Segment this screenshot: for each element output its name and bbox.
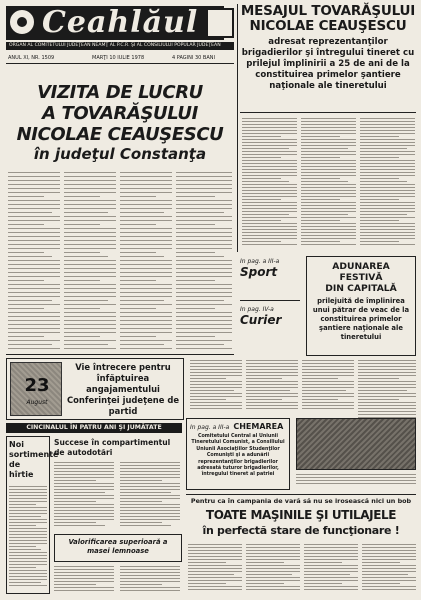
festive-subtitle: prilejuită de împlinirea unui pătrar de veac de la constituirea primelor şantiere naţionale ale tineretului	[312, 297, 410, 341]
festive-text-col1	[190, 360, 242, 412]
chemarea-title: CHEMAREA	[233, 422, 284, 431]
page-ref-curier[interactable]	[240, 306, 300, 327]
chemarea-text: Comitetului Central al Uniunii Tineretului Comunist, a Consiliului Uniunii Asociaţiilor Studenţilor Comunişti şi a adunării reprezentanţilor brigadierilor adresată tuturor brigadierilor, întregului tineret al patriei	[191, 434, 285, 478]
anniversary-badge	[10, 362, 62, 416]
photo-caption	[296, 474, 416, 488]
festive-text-col2	[246, 360, 298, 412]
message-text-col2	[301, 118, 356, 248]
festive-title-line2: DIN CAPITALĂ	[325, 283, 397, 294]
badge-text: August	[26, 399, 48, 406]
coat-of-arms-icon	[206, 8, 234, 38]
festive-text-col4	[358, 360, 416, 420]
brigade-photo	[296, 418, 416, 470]
success-title: Succese în compartimentul de autodotări	[54, 438, 171, 457]
chemarea-box	[186, 418, 290, 490]
main-headline-line1: VIZITA DE LUCRU	[37, 82, 203, 103]
message-text-col3	[360, 118, 415, 248]
machines-text-col1	[188, 544, 242, 594]
page-ref-sport[interactable]	[240, 258, 300, 279]
masthead-title: Ceahlăul	[6, 6, 224, 40]
valor-title: Valorificarea superioară a masei lemnoase	[68, 538, 168, 555]
festive-text-col3	[302, 360, 354, 412]
machines-kicker: Pentru ca în campania de vară să nu se irosească nici un bob	[190, 497, 412, 505]
left-column-text	[9, 486, 47, 590]
machines-text-col4	[362, 544, 416, 594]
masthead-org-line: ORGAN AL COMITETULUI JUDEŢEAN NEAMŢ AL P.C.R. ŞI AL CONSILIULUI POPULAR JUDEŢEAN	[6, 42, 234, 50]
message-title-line2: NICOLAE CEAUŞESCU	[249, 18, 407, 34]
machines-headline-line1: TOATE MAŞINILE ŞI UTILAJELE	[205, 508, 397, 522]
cincinal-band: CINCINALUL ÎN PATRU ANI ŞI JUMĂTATE	[6, 423, 182, 433]
chemarea-ref-label: In pag. a III-a	[190, 424, 230, 431]
valor-text-col2	[120, 566, 180, 594]
message-text-col1	[242, 118, 297, 248]
article-col2	[64, 172, 116, 352]
issue-date: MARŢI 10 IULIE 1978	[92, 55, 145, 61]
main-headline-line3: NICOLAE CEAUŞESCU	[16, 124, 224, 145]
page-ref-sport-label: In pag. a III-a	[240, 258, 280, 265]
main-headline-line4: în judeţul Constanţa	[33, 145, 207, 163]
left-column-title: Noi sortimente de hîrtie	[9, 440, 59, 479]
article-col1	[8, 172, 60, 352]
success-text-col1	[54, 462, 114, 530]
page-ref-curier-label: In pag. IV-a	[240, 306, 274, 313]
issue-number: ANUL XI, NR. 1509	[8, 55, 55, 61]
main-headline	[6, 82, 234, 164]
valor-box	[54, 534, 182, 562]
page-ref-sport-title: Sport	[240, 265, 278, 279]
message-title-line1: MESAJUL TOVARĂŞULUI	[240, 3, 416, 19]
competition-title: Vie întrecere pentru înfăptuirea angajamentului Conferinţei judeţene de partid	[66, 362, 180, 416]
badge-number: 23	[24, 375, 50, 396]
machines-text-col3	[304, 544, 358, 594]
message-headline	[240, 4, 416, 92]
machines-text-col2	[246, 544, 300, 594]
festive-assembly-box	[306, 256, 416, 356]
pages-price: 4 PAGINI 30 BANI	[172, 55, 215, 61]
article-col4	[176, 172, 232, 352]
valor-text-col1	[54, 566, 114, 594]
festive-title-line1: ADUNAREA FESTIVĂ	[332, 261, 390, 283]
main-headline-line2: A TOVARĂŞULUI	[42, 103, 198, 124]
message-subtitle: adresat reprezentanţilor brigadierilor şi întregului tineret cu prilejul împlinirii a 25 de ani de la constituirea primelor şantiere naţionale ale tineretului	[241, 37, 415, 91]
machines-headline-line2: în perfectă stare de funcţionare !	[202, 524, 400, 537]
article-col3	[120, 172, 172, 352]
masthead-emblem-icon	[8, 8, 36, 36]
success-text-col2	[120, 462, 180, 530]
page-ref-curier-title: Curier	[240, 313, 282, 327]
